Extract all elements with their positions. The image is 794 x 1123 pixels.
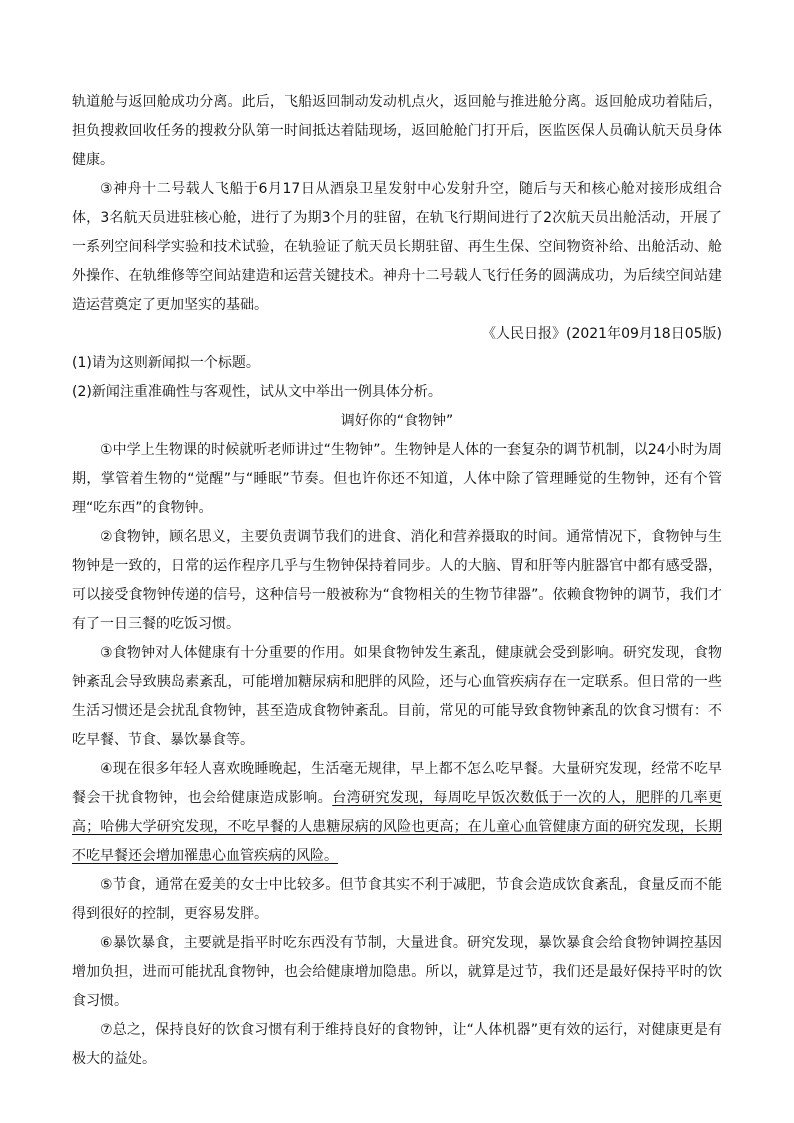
article-title: 调好你的“食物钟” — [340, 413, 454, 429]
article-paragraph-7: ⑦总之，保持良好的饮食习惯有利于维持良好的食物钟，让“人体机器”更有效的运行，对健康更是有极大的益处。 — [72, 1022, 722, 1067]
article-paragraph-4-underlined: 台湾研究发现，每周吃早饭次数低于一次的人，肥胖的几率更高；哈佛大学研究发现，不吃早餐的人患糖尿病的风险也更高；在儿童心血管健康方面的研究发现，长期不吃早餐还会增加罹患心血管疾病的风险。 — [72, 790, 723, 864]
news-paragraph-3: ③神舟十二号载人飞船于6月17日从酒泉卫星发射中心发射升空，随后与天和核心舱对接形成组合体，3名航天员进驻核心舱，进行了为期3个月的驻留，在轨飞行期间进行了2次航天员出舱活动，开展了一系列空间科学实验和技术试验，在轨验证了航天员长期驻留、再生生保、空间物资补给、出舱活动、舱外操作、在轨维修等空间站建造和运营关键技术。神舟十二号载人飞行任务的圆满成功，为后续空间站建造运营奠定了更加坚实的基础。 — [72, 181, 722, 313]
document-page — [72, 88, 722, 1074]
article-paragraph-4 — [72, 755, 722, 871]
article-paragraph-6: ⑥暴饮暴食，主要就是指平时吃东西没有节制，大量进食。研究发现，暴饮暴食会给食物钟调控基因增加负担，进而可能扰乱食物钟，也会给健康增加隐患。所以，就算是过节，我们还是最好保持平时的饮食习惯。 — [72, 935, 722, 1009]
news-source: 《人民日报》(2021年09月18日05版) — [482, 326, 722, 342]
news-paragraph-continued: 轨道舱与返回舱成功分离。此后，飞船返回制动发动机点火，返回舱与推进舱分离。返回舱成功着陆后，担负搜救回收任务的搜救分队第一时间抵达着陆现场，返回舱舱门打开后，医监医保人员确认航天员身体健康。 — [72, 94, 722, 168]
question-2: (2)新闻注重准确性与客观性，试从文中举出一例具体分析。 — [72, 384, 442, 400]
article-paragraph-5: ⑤节食，通常在爱美的女士中比较多。但节食其实不利于减肥，节食会造成饮食紊乱，食量反而不能得到很好的控制，更容易发胖。 — [72, 877, 722, 922]
article-paragraph-1: ①中学上生物课的时候就听老师讲过“生物钟”。生物钟是人体的一套复杂的调节机制，以24小时为周期，掌管着生物的“觉醒”与“睡眠”节奏。但也许你还不知道，人体中除了管理睡觉的生物钟，还有个管理“吃东西”的食物钟。 — [72, 442, 722, 516]
question-1: (1)请为这则新闻拟一个标题。 — [72, 355, 260, 371]
article-paragraph-4-plain: ④现在很多年轻人喜欢晚睡晚起，生活毫无规律，早上都不怎么吃早餐。大量研究发现，经常不吃早餐会干扰食物钟，也会给健康造成影响。 — [72, 761, 722, 806]
article-paragraph-3: ③食物钟对人体健康有十分重要的作用。如果食物钟发生紊乱，健康就会受到影响。研究发现，食物钟紊乱会导致胰岛素紊乱，可能增加糖尿病和肥胖的风险，还与心血管疾病存在一定联系。但日常的一些生活习惯还是会扰乱食物钟，甚至造成食物钟紊乱。目前，常见的可能导致食物钟紊乱的饮食习惯有：不吃早餐、节食、暴饮暴食等。 — [72, 645, 722, 748]
article-paragraph-2: ②食物钟，顾名思义，主要负责调节我们的进食、消化和营养摄取的时间。通常情况下，食物钟与生物钟是一致的，日常的运作程序几乎与生物钟保持着同步。人的大脑、胃和肝等内脏器官中都有感受器，可以接受食物钟传递的信号，这种信号一般被称为“食物相关的生物节律器”。依赖食物钟的调节，我们才有了一日三餐的吃饭习惯。 — [72, 529, 722, 632]
